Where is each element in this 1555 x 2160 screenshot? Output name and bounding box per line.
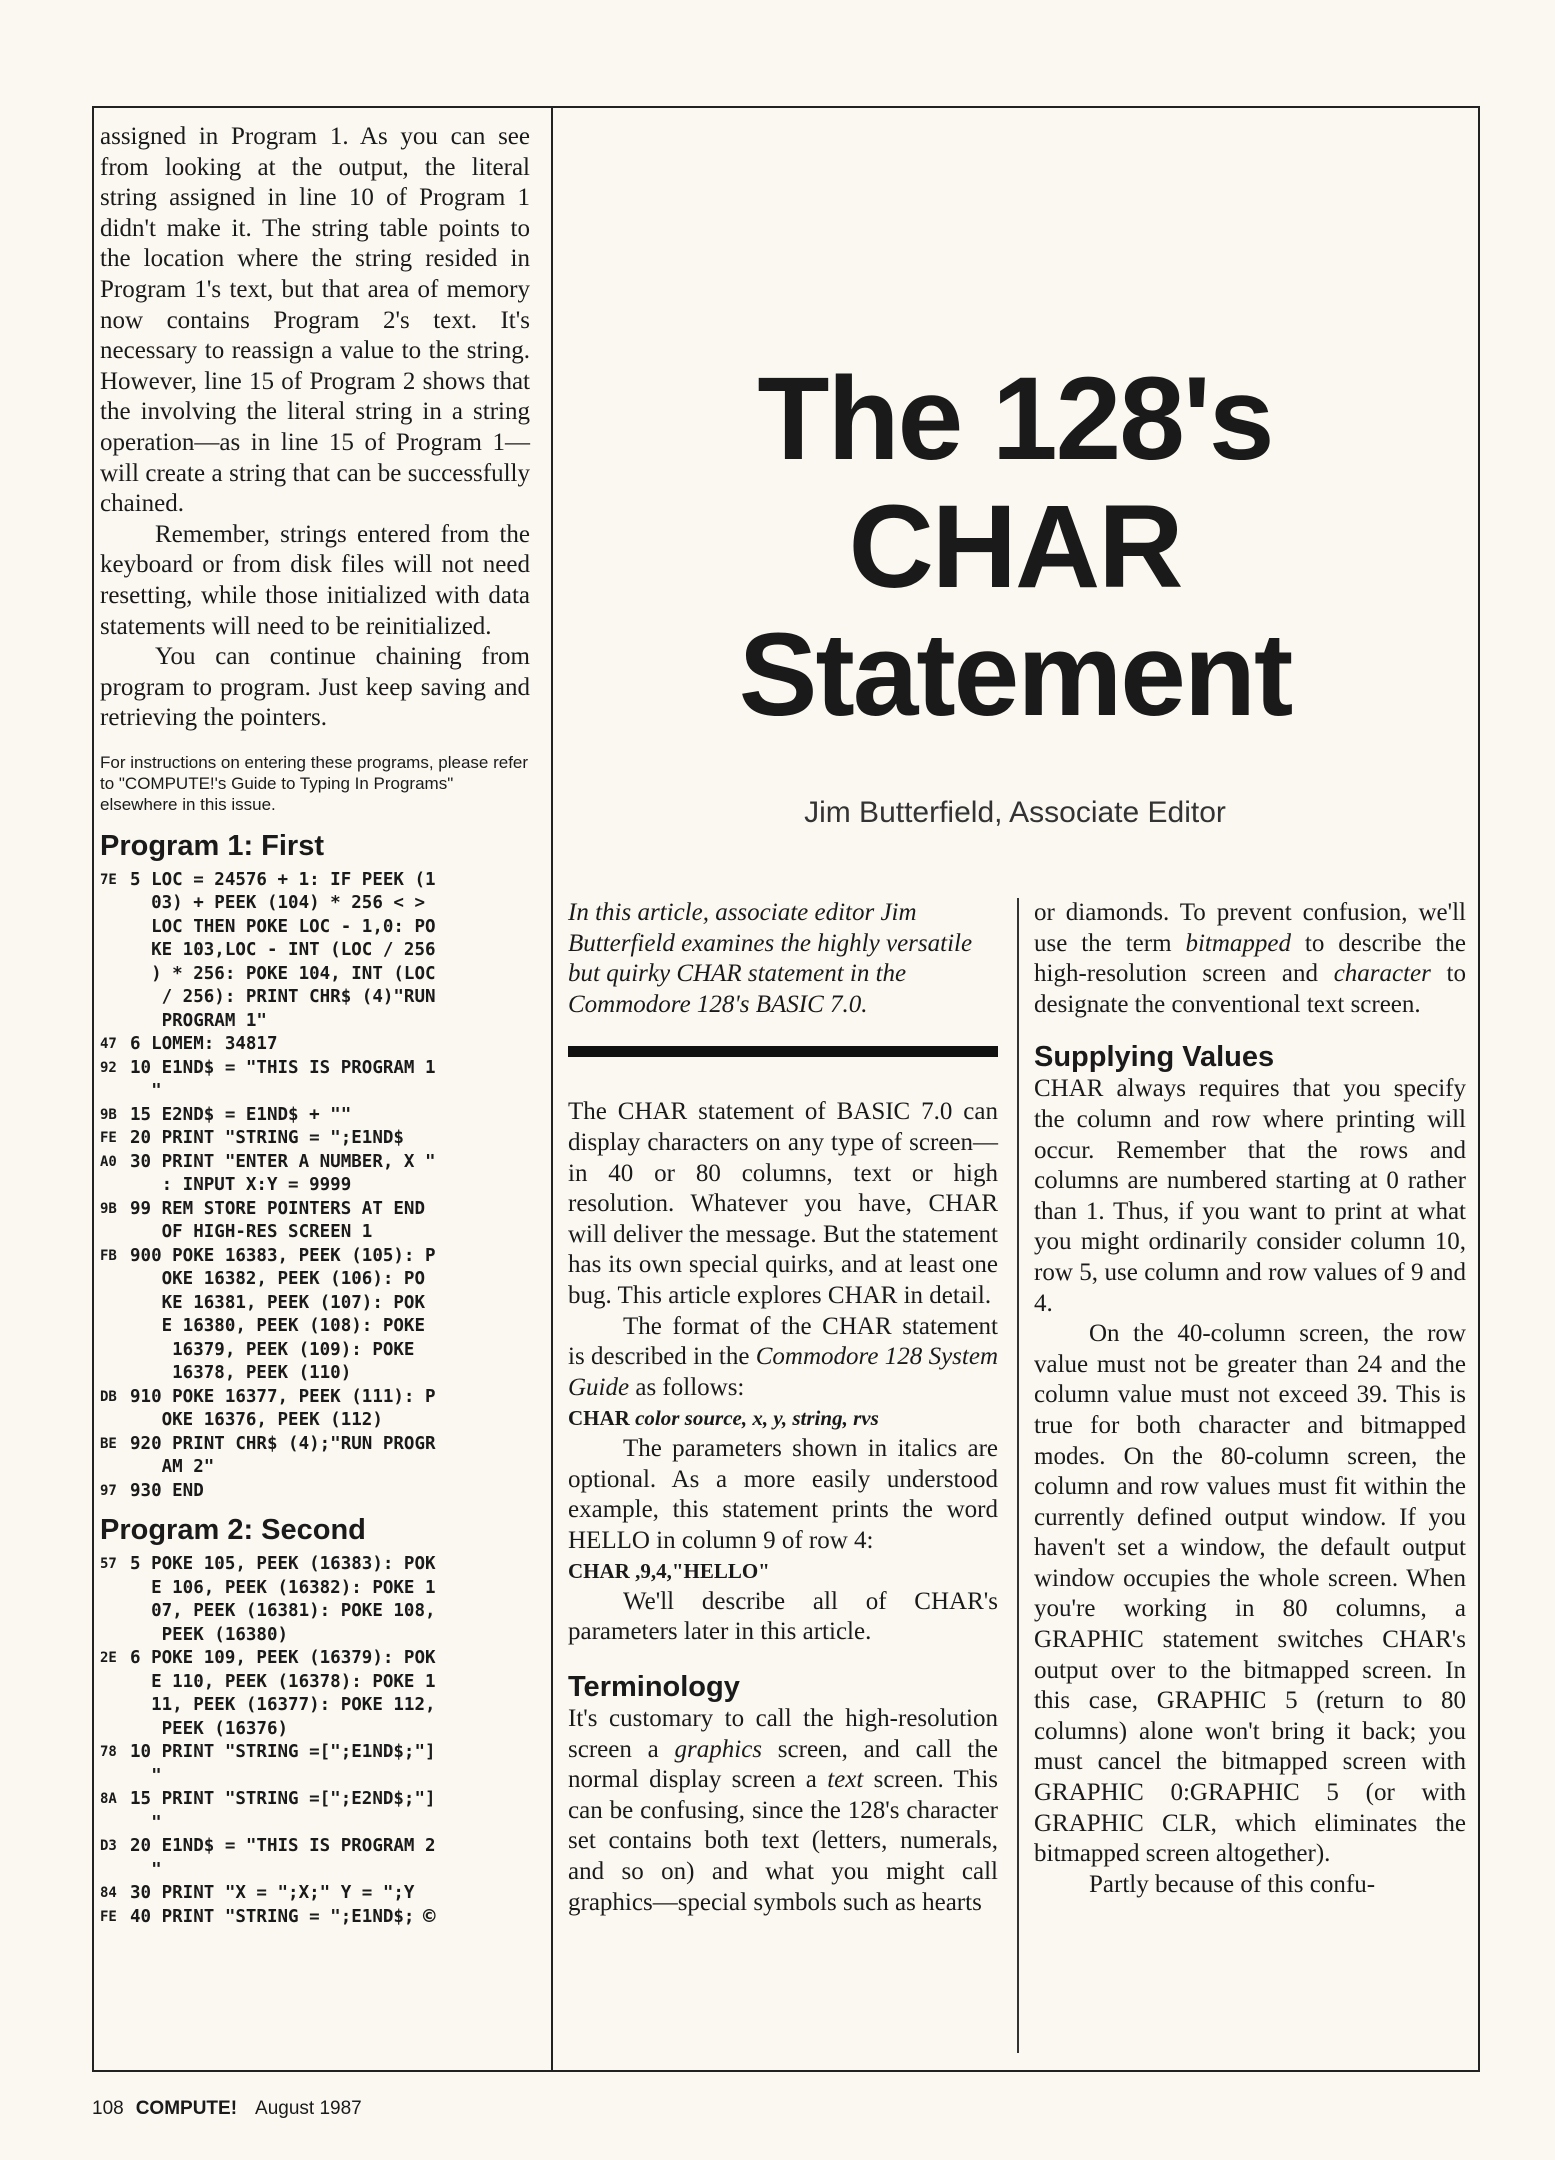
mid-paragraph-5 [568, 1704, 998, 1918]
checksum: BE [100, 1435, 117, 1452]
checksum: DB [100, 1388, 117, 1405]
code-text: KE 16381, PEEK (107): POK [130, 1292, 426, 1313]
intro-rule [568, 1046, 998, 1057]
program1-code-line [100, 939, 530, 963]
checksum: 92 [100, 1059, 117, 1076]
code-text: OKE 16376, PEEK (112) [130, 1410, 383, 1431]
checksum [100, 916, 130, 940]
code-text: OKE 16382, PEEK (106): PO [130, 1269, 426, 1290]
program1-code-line [100, 1033, 530, 1057]
end-mark: © [420, 1906, 438, 1927]
program2-code-line [100, 1835, 530, 1859]
program-2-heading: Program 2: Second [100, 1514, 366, 1547]
program1-code-line [100, 1480, 530, 1504]
checksum [100, 1409, 130, 1433]
checksum [100, 1765, 130, 1789]
mid-paragraph-1: The CHAR statement of BASIC 7.0 can display characters on any type of screen—in 40 or 80 columns, text or high resolution. Whatever you have, CHAR will deliver the message. But the statement has its own special quirks, and at least one bug. This article explores CHAR in detail. [568, 1098, 998, 1309]
checksum [100, 1174, 130, 1198]
checksum [100, 986, 130, 1010]
checksum: FE [100, 1130, 117, 1147]
code-text: 920 PRINT CHR$ (4);"RUN PROGR [130, 1433, 436, 1454]
code-text: 15 PRINT "STRING =[";E2ND$;"] [130, 1789, 436, 1810]
code-text: E 110, PEEK (16378): POKE 1 [130, 1671, 436, 1692]
code-text: 20 PRINT "STRING = ";E1ND$ [130, 1128, 404, 1149]
code-text: 16379, PEEK (109): POKE [130, 1339, 415, 1360]
code-text: 6 LOMEM: 34817 [130, 1034, 278, 1055]
code-text: 03) + PEEK (104) * 256 < > [130, 893, 426, 914]
program1-code-line [100, 1315, 530, 1339]
checksum: A0 [100, 1153, 117, 1170]
code-text: 10 E1ND$ = "THIS IS PROGRAM 1 [130, 1057, 436, 1078]
program-2-listing [100, 1553, 530, 1929]
checksum [100, 1694, 130, 1718]
checksum [100, 963, 130, 987]
code-text: PROGRAM 1" [130, 1010, 267, 1031]
checksum [100, 1859, 130, 1883]
program2-code-line [100, 1577, 530, 1601]
code-text: AM 2" [130, 1457, 215, 1478]
checksum [100, 1339, 130, 1363]
page-footer [92, 2098, 362, 2120]
program2-code-line [100, 1718, 530, 1742]
code-text: 910 POKE 16377, PEEK (111): P [130, 1386, 436, 1407]
left-paragraph-2: Remember, strings entered from the keyboard or from disk files will not need resetting, while those initialized with data statements will need to be reinitialized. [100, 520, 530, 640]
checksum: 47 [100, 1036, 117, 1053]
program1-code-line [100, 963, 530, 987]
right-paragraph-2: CHAR always requires that you specify the column and row where printing will occur. Remember that the rows and columns are numbered starting at 0 rather than 1. Thus, if you want to print at what you might ordinarily consider column 10, row 5, use column and row values of 9 and 4. [1034, 1075, 1466, 1317]
code-text: : INPUT X:Y = 9999 [130, 1175, 352, 1196]
checksum [100, 939, 130, 963]
code-text: 6 POKE 109, PEEK (16379): POK [130, 1648, 436, 1669]
program-1-listing [100, 869, 530, 1504]
program2-code-line [100, 1694, 530, 1718]
right-paragraph-4: Partly because of this confu- [1089, 1870, 1376, 1898]
terminology-heading: Terminology [568, 1671, 740, 1704]
program2-code-line [100, 1906, 530, 1930]
character-term: character [1333, 960, 1431, 988]
checksum [100, 1577, 130, 1601]
checksum: FE [100, 1908, 117, 1925]
article-intro: In this article, associate editor Jim Butterfield examines the highly versatile but quirky CHAR statement in the Commodore 128's BASIC 7.0. [568, 899, 973, 1018]
program1-code-line [100, 1221, 530, 1245]
checksum: 9B [100, 1106, 117, 1123]
checksum: 57 [100, 1556, 117, 1573]
byline: Jim Butterfield, Associate Editor [804, 796, 1226, 829]
code-text: KE 103,LOC - INT (LOC / 256 [130, 940, 436, 961]
checksum [100, 1812, 130, 1836]
program1-code-line [100, 1433, 530, 1457]
mid-paragraph-4: We'll describe all of CHAR's parameters later in this article. [568, 1587, 998, 1646]
program2-code-line [100, 1788, 530, 1812]
program1-code-line [100, 869, 530, 893]
title-line-3: Statement [738, 609, 1292, 741]
right-paragraph-3: On the 40-column screen, the row value must not be greater than 24 and the column value must not exceed 39. This is true for both character and bitmapped modes. On the 80-column screen, the column and row values must fit within the currently defined output window. If you haven't set a window, the default output window occupies the whole screen. When you're working in 80 columns, a GRAPHIC statement switches CHAR's output over to the bitmapped screen. In this case, GRAPHIC 5 (return to 80 columns) alone won't bring it back; you must cancel the bitmapped screen with GRAPHIC 0:GRAPHIC 5 (or with GRAPHIC CLR, which eliminates the bitmapped screen altogether). [1034, 1320, 1466, 1868]
checksum [100, 1362, 130, 1386]
issue-date: August 1987 [255, 2098, 362, 2119]
right-paragraph-1 [1034, 898, 1466, 1020]
program1-code-line [100, 1245, 530, 1269]
code-text: 07, PEEK (16381): POKE 108, [130, 1601, 436, 1622]
graphics-term: graphics [674, 1735, 763, 1763]
code-text: 30 PRINT "X = ";X;" Y = ";Y [130, 1883, 415, 1904]
checksum [100, 1624, 130, 1648]
program2-code-line [100, 1624, 530, 1648]
program1-code-line [100, 1362, 530, 1386]
mid-paragraph-3: The parameters shown in italics are optional. As a more easily understood example, this statement prints the word HELLO in column 9 of row 4: [568, 1434, 998, 1554]
mid-p5-b: screen, and call the normal display screen a [568, 1735, 998, 1794]
typing-instructions-note: For instructions on entering these programs, please refer to "COMPUTE!'s Guide to Typing In Programs" elsewhere in this issue. [100, 752, 529, 814]
title-line-1: The 128's [757, 353, 1273, 485]
program1-code-line [100, 1104, 530, 1128]
program1-code-line [100, 1292, 530, 1316]
checksum [100, 1315, 130, 1339]
code-text: 15 E2ND$ = E1ND$ + "" [130, 1104, 352, 1125]
hello-example: CHAR ,9,4,"HELLO" [568, 1559, 770, 1584]
program1-code-line [100, 1456, 530, 1480]
checksum: 7E [100, 871, 117, 888]
code-text: OF HIGH-RES SCREEN 1 [130, 1222, 373, 1243]
code-text: / 256): PRINT CHR$ (4)"RUN [130, 987, 436, 1008]
code-text: 20 E1ND$ = "THIS IS PROGRAM 2 [130, 1836, 436, 1857]
program1-code-line [100, 1339, 530, 1363]
left-column [100, 122, 530, 1929]
checksum: 9B [100, 1200, 117, 1217]
checksum [100, 1268, 130, 1292]
program1-code-line [100, 1268, 530, 1292]
left-paragraph-3: You can continue chaining from program to program. Just keep saving and retrieving the pointers. [100, 643, 530, 732]
syntax-params: color source, x, y, string, rvs [635, 1406, 879, 1431]
magazine-name: COMPUTE! [135, 2098, 238, 2119]
code-text: " [130, 1081, 162, 1102]
code-text: PEEK (16376) [130, 1718, 289, 1739]
system-guide-title: Commodore 128 System Guide [568, 1343, 998, 1401]
code-text: 99 REM STORE POINTERS AT END [130, 1198, 426, 1219]
program2-code-line [100, 1741, 530, 1765]
syntax-keyword: CHAR [568, 1406, 636, 1431]
program-1-heading: Program 1: First [100, 829, 324, 862]
checksum [100, 1600, 130, 1624]
program1-code-line [100, 1409, 530, 1433]
mid-p5-a: It's customary to call the high-resolution screen a [568, 1705, 998, 1763]
column-divider [551, 106, 553, 2072]
supplying-values-heading: Supplying Values [1034, 1041, 1275, 1074]
checksum [100, 1010, 130, 1034]
char-syntax [568, 1403, 998, 1434]
checksum: 2E [100, 1650, 117, 1667]
program2-code-line [100, 1812, 530, 1836]
code-text: 930 END [130, 1480, 204, 1501]
code-text: ) * 256: POKE 104, INT (LOC [130, 963, 436, 984]
bitmapped-term: bitmapped [1185, 929, 1291, 957]
left-paragraph-1: assigned in Program 1. As you can see from looking at the output, the literal string assigned in line 10 of Program 1 didn't make it. The string table points to the location where the string resided in Program 1's text, but that area of memory now contains Program 2's text. It's necessary to reassign a value to the string. However, line 15 of Program 2 shows that the involving the literal string in a string operation—as in line 15 of Program 1—will create a string that can be successfully chained. [100, 123, 530, 518]
checksum: D3 [100, 1838, 117, 1855]
text-term: text [827, 1766, 864, 1794]
mid-paragraph-2 [568, 1312, 998, 1404]
checksum: FB [100, 1247, 117, 1264]
code-text: 11, PEEK (16377): POKE 112, [130, 1695, 436, 1716]
program1-code-line [100, 1386, 530, 1410]
program2-code-line [100, 1859, 530, 1883]
program1-code-line [100, 1010, 530, 1034]
checksum [100, 1671, 130, 1695]
code-text: 30 PRINT "ENTER A NUMBER, X " [130, 1151, 436, 1172]
program1-code-line [100, 1080, 530, 1104]
checksum: 78 [100, 1744, 117, 1761]
right-p1-b: to describe the high-resolution screen and [1034, 929, 1467, 988]
code-text: 40 PRINT "STRING = ";E1ND$; [130, 1906, 415, 1927]
code-text: " [130, 1859, 162, 1880]
checksum [100, 1456, 130, 1480]
inner-column-divider [1017, 898, 1019, 2053]
middle-column [568, 898, 998, 1918]
code-text: 16378, PEEK (110) [130, 1363, 352, 1384]
checksum [100, 1221, 130, 1245]
mid-p5-c: screen. This can be confusing, since the 128's character set contains both text (letters, numerals, and so on) and what you might call graphics—special symbols such as hearts [568, 1766, 998, 1916]
page-number: 108 [92, 2098, 124, 2119]
code-text: " [130, 1765, 162, 1786]
program1-code-line [100, 1127, 530, 1151]
code-text: 900 POKE 16383, PEEK (105): P [130, 1245, 436, 1266]
mid-p2-start: The format of the CHAR statement is described in the [568, 1312, 998, 1371]
checksum [100, 1292, 130, 1316]
checksum: 97 [100, 1482, 117, 1499]
program1-code-line [100, 986, 530, 1010]
code-text: 5 POKE 105, PEEK (16383): POK [130, 1554, 436, 1575]
checksum [100, 1718, 130, 1742]
right-p1-a: or diamonds. To prevent confusion, we'll use the term [1034, 899, 1466, 957]
code-text: 10 PRINT "STRING =[";E1ND$;"] [130, 1742, 436, 1763]
checksum [100, 892, 130, 916]
program1-code-line [100, 916, 530, 940]
code-text: E 106, PEEK (16382): POKE 1 [130, 1577, 436, 1598]
article-title [600, 355, 1430, 739]
program2-code-line [100, 1765, 530, 1789]
code-text: PEEK (16380) [130, 1624, 289, 1645]
program1-code-line [100, 1198, 530, 1222]
program1-code-line [100, 1174, 530, 1198]
program1-code-line [100, 892, 530, 916]
right-p1-c: to designate the conventional text screen. [1034, 960, 1466, 1018]
program2-code-line [100, 1882, 530, 1906]
checksum [100, 1080, 130, 1104]
program2-code-line [100, 1647, 530, 1671]
program1-code-line [100, 1057, 530, 1081]
code-text: LOC THEN POKE LOC - 1,0: PO [130, 916, 436, 937]
code-text: " [130, 1812, 162, 1833]
mid-p2-end: as follows: [629, 1373, 745, 1401]
program2-code-line [100, 1671, 530, 1695]
program2-code-line [100, 1553, 530, 1577]
checksum: 84 [100, 1885, 117, 1902]
title-line-2: CHAR [848, 481, 1182, 613]
program2-code-line [100, 1600, 530, 1624]
checksum: 8A [100, 1791, 117, 1808]
code-text: E 16380, PEEK (108): POKE [130, 1316, 426, 1337]
code-text: 5 LOC = 24576 + 1: IF PEEK (1 [130, 869, 436, 890]
program1-code-line [100, 1151, 530, 1175]
right-column [1034, 898, 1466, 1900]
